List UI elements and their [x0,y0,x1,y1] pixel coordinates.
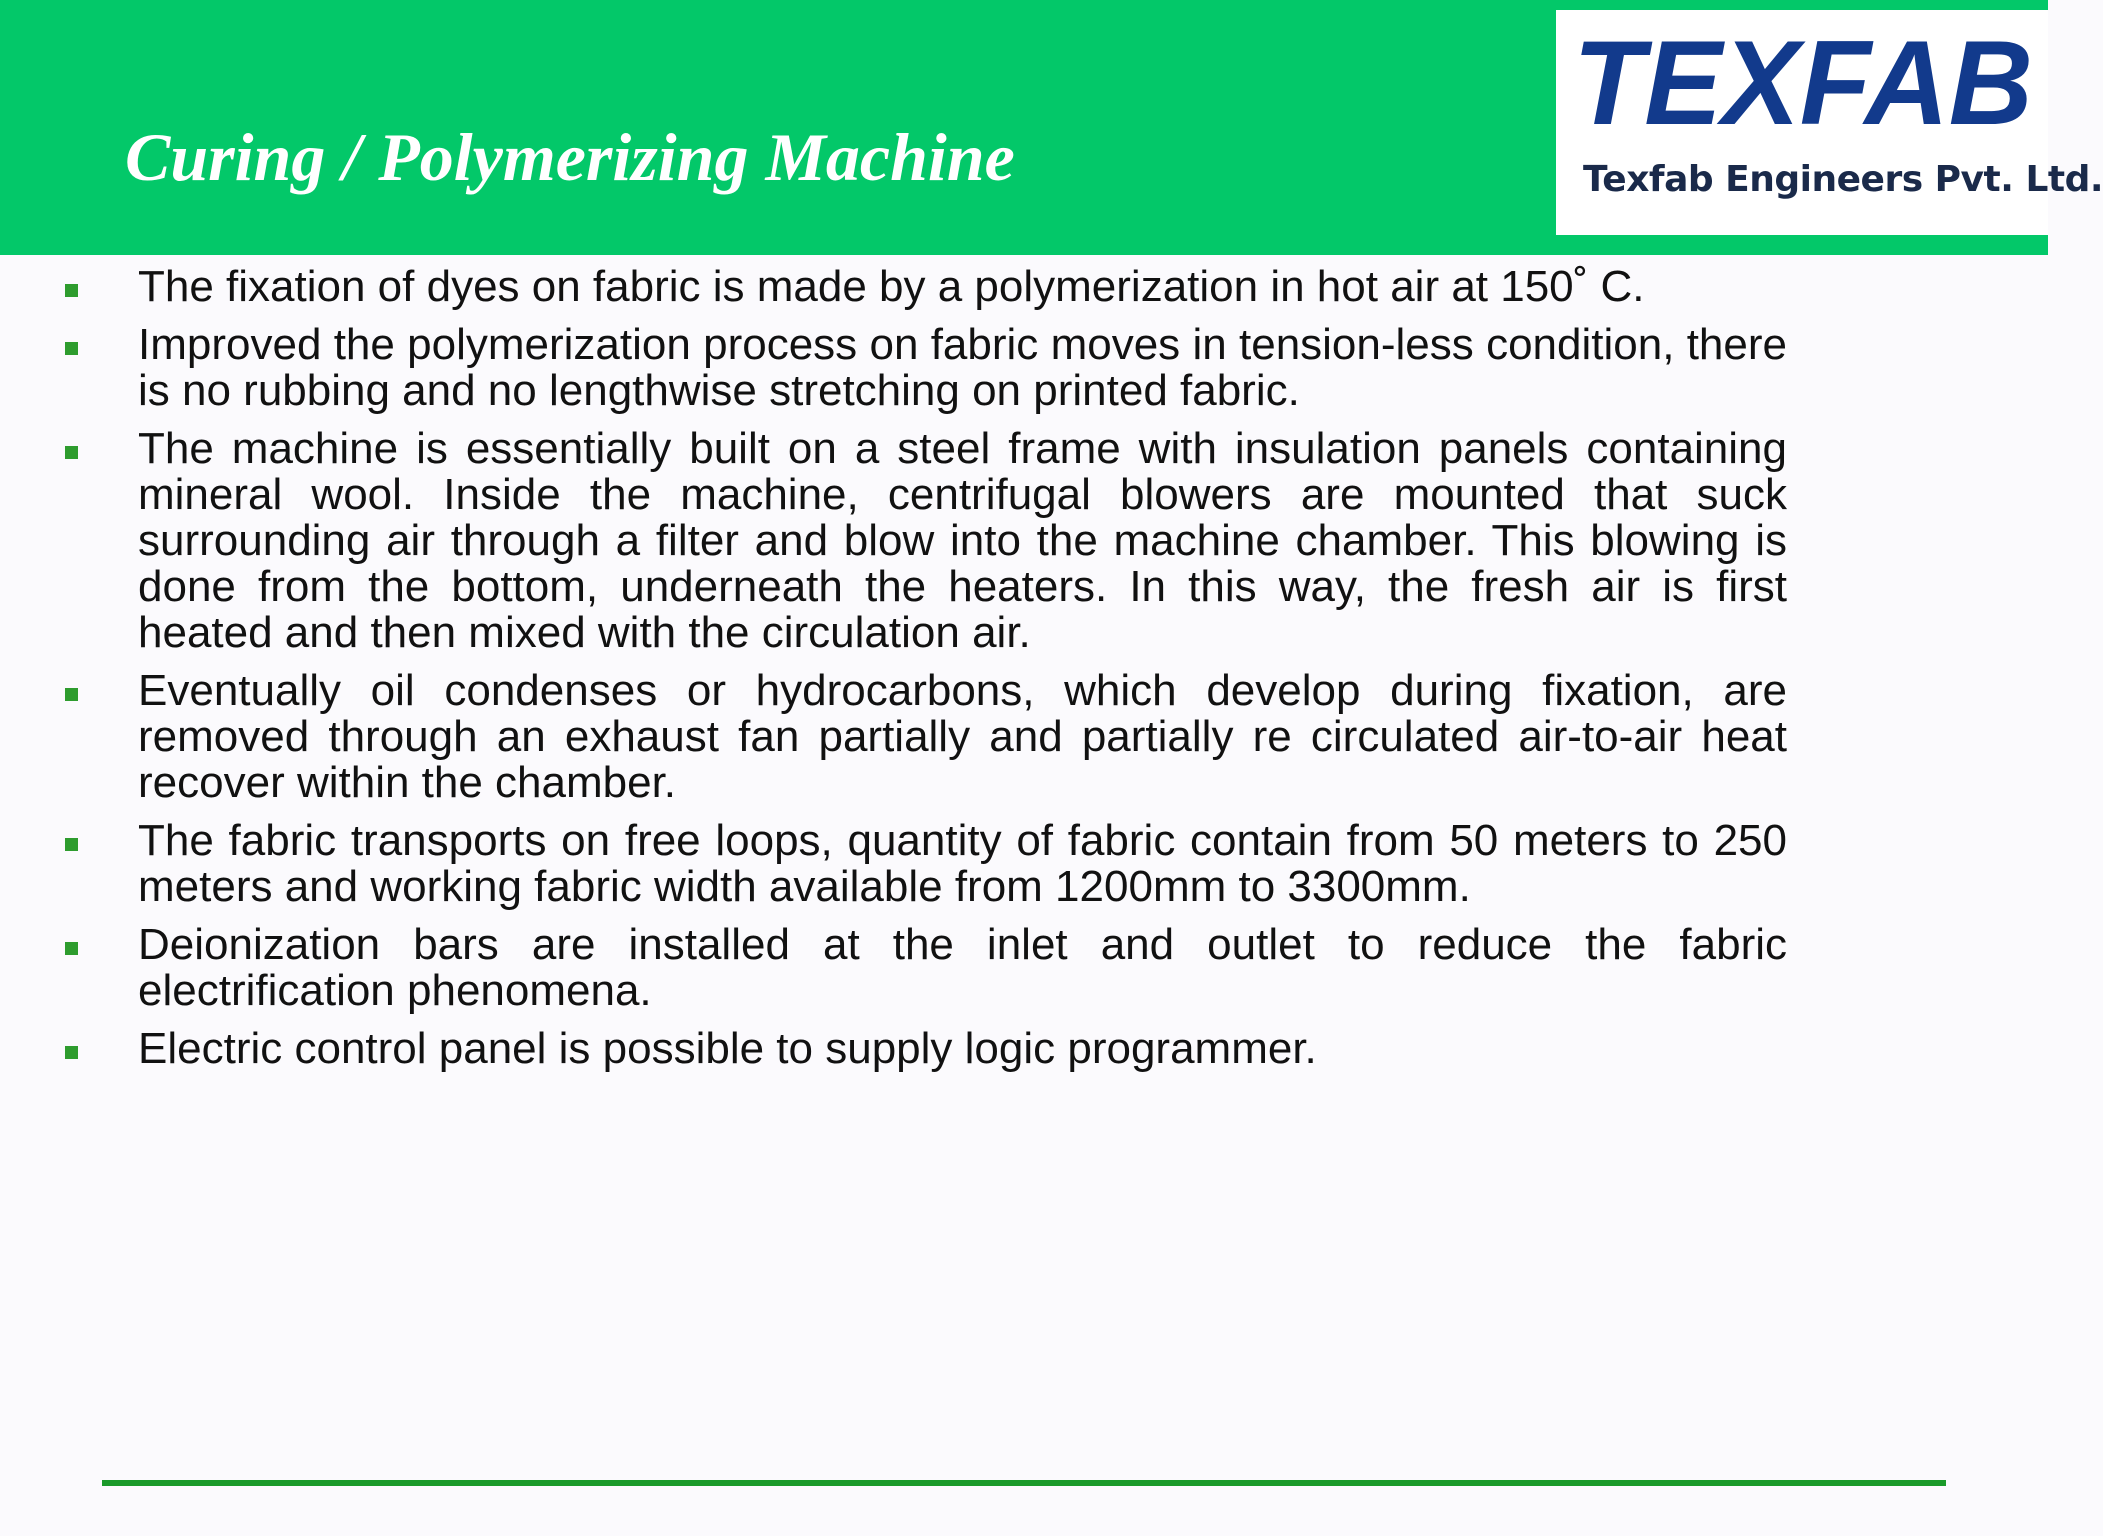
square-bullet-icon [65,284,78,297]
bullet-text: The machine is essentially built on a steel frame with insulation panels containing mineral wool. Inside the machine, centrifugal blowers are mounted that suck surrounding air through a filter and blow into the machine chamber. This blowing is done from the bottom, underneath the heaters. In this way, the fresh air is first heated and then mixed with the circulation air. [138,424,1787,657]
bullet-text: Electric control panel is possible to supply logic programmer. [138,1024,1317,1073]
wordmark-text: TEXFAB [1573,16,2033,150]
bullet-text: Improved the polymerization process on fabric moves in tension-less condition, there is no rubbing and no lengthwise stretching on printed fabric. [138,320,1787,415]
square-bullet-icon [65,1046,78,1059]
slide-title: Curing / Polymerizing Machine [125,119,1015,195]
bullet-text: The fixation of dyes on fabric is made by a polymerization in hot air at 150˚ C. [138,262,1645,311]
square-bullet-icon [65,688,78,701]
list-item [0,818,1787,910]
bullet-text: Deionization bars are installed at the inlet and outlet to reduce the fabric electrification phenomena. [138,920,1787,1015]
list-item [0,1026,1787,1072]
square-bullet-icon [65,838,78,851]
bullet-text: The fabric transports on free loops, quantity of fabric contain from 50 meters to 250 meters and working fabric width available from 1200mm to 3300mm. [138,816,1787,911]
list-item [0,922,1787,1014]
company-name: Texfab Engineers Pvt. Ltd. [1583,159,2103,200]
texfab-wordmark-logo [1568,16,2038,150]
bullet-list [0,264,2048,1084]
footer-divider [102,1480,1946,1486]
bullet-text: Eventually oil condenses or hydrocarbons, which develop during fixation, are removed through an exhaust fan partially and partially re circulated air-to-air heat recover within the chamber. [138,666,1787,807]
list-item [0,426,1787,656]
square-bullet-icon [65,446,78,459]
square-bullet-icon [65,342,78,355]
list-item [0,264,1787,310]
square-bullet-icon [65,942,78,955]
list-item [0,668,1787,806]
list-item [0,322,1787,414]
company-logo [1556,10,2103,235]
